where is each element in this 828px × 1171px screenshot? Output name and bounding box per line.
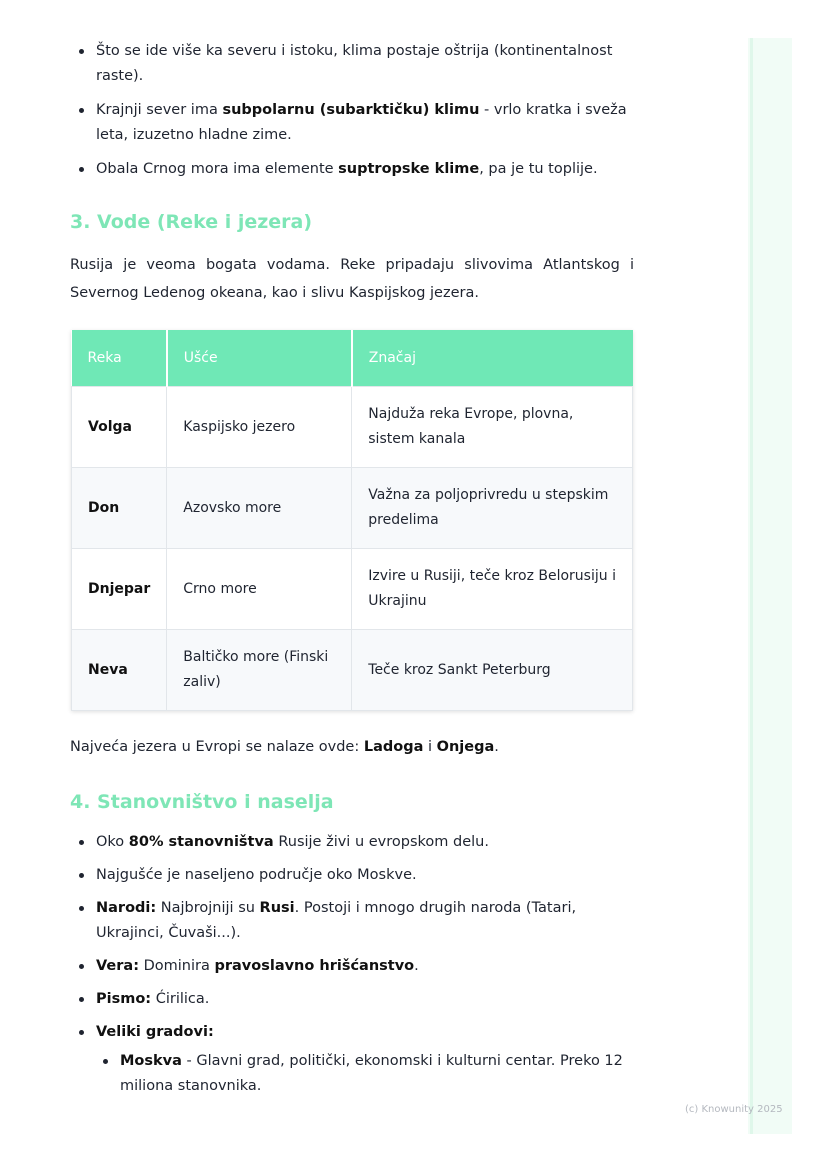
text-run: Dominira bbox=[139, 958, 215, 974]
rivers-table bbox=[71, 330, 633, 711]
bold-text: Onjega bbox=[436, 739, 495, 755]
table-row bbox=[72, 630, 633, 711]
climate-list bbox=[70, 39, 640, 191]
text-run: Najveća jezera u Evropi se nalaze ovde: bbox=[70, 739, 364, 755]
column-header-river: Reka bbox=[72, 330, 167, 387]
bold-text: Moskva bbox=[120, 1053, 182, 1069]
page-side-strip bbox=[748, 38, 792, 1134]
text-run: . Postoji i mnogo drugih naroda (Tatari, Ukrajinci, Čuvaši...). bbox=[96, 900, 577, 941]
text-run: . bbox=[414, 958, 419, 974]
text-run: - Glavni grad, politički, ekonomski i kulturni centar. Preko 12 miliona stanovnika. bbox=[120, 1053, 623, 1094]
list-item bbox=[96, 1049, 640, 1099]
text-run: Ćirilica. bbox=[151, 991, 210, 1007]
page-side-line bbox=[750, 38, 753, 1134]
nested-list bbox=[96, 1049, 640, 1099]
column-header-mouth: Ušće bbox=[167, 330, 352, 387]
bold-text: subpolarnu (subarktičku) klimu bbox=[222, 102, 480, 118]
table-row bbox=[72, 468, 633, 549]
text-run: Oko bbox=[96, 834, 129, 850]
bold-text: 80% stanovništva bbox=[128, 834, 274, 850]
bold-text: suptropske klime bbox=[338, 161, 480, 177]
river-significance-cell: Izvire u Rusiji, teče kroz Belorusiju i Ukrajinu bbox=[352, 549, 633, 630]
column-header-significance: Značaj bbox=[352, 330, 633, 387]
lakes-paragraph bbox=[70, 733, 634, 761]
population-list bbox=[70, 830, 640, 1107]
river-mouth-cell: Baltičko more (Finski zaliv) bbox=[167, 630, 352, 711]
bold-text: Veliki gradovi: bbox=[96, 1024, 214, 1040]
list-item bbox=[70, 896, 640, 946]
list-item bbox=[70, 830, 640, 855]
river-mouth-cell: Azovsko more bbox=[167, 468, 352, 549]
copyright-footer: (c) Knowunity 2025 bbox=[685, 1104, 783, 1115]
bold-text: Vera: bbox=[96, 958, 139, 974]
table-row bbox=[72, 549, 633, 630]
text-run: , pa je tu toplije. bbox=[479, 161, 598, 177]
list-item bbox=[70, 863, 640, 888]
text-run: - vrlo kratka i sveža leta, izuzetno hladne zime. bbox=[96, 102, 627, 143]
text-run: Krajnji sever ima bbox=[96, 102, 223, 118]
table-header-row bbox=[72, 330, 633, 387]
list-item bbox=[70, 987, 640, 1012]
river-name-cell: Don bbox=[72, 468, 167, 549]
list-item bbox=[70, 1020, 640, 1099]
text-run: Najbrojniji su bbox=[156, 900, 260, 916]
list-item bbox=[70, 39, 640, 89]
river-name-cell: Dnjepar bbox=[72, 549, 167, 630]
list-item bbox=[70, 954, 640, 979]
text-run: Najgušće je naseljeno područje oko Moskve. bbox=[96, 867, 417, 883]
river-mouth-cell: Kaspijsko jezero bbox=[167, 387, 352, 468]
bold-text: Narodi: bbox=[96, 900, 157, 916]
text-run: Što se ide više ka severu i istoku, klima postaje oštrija (kontinentalnost raste). bbox=[96, 43, 613, 84]
waters-intro-paragraph: Rusija je veoma bogata vodama. Reke pripadaju slivovima Atlantskog i Severnog Ledenog okeana, kao i slivu Kaspijskog jezera. bbox=[70, 257, 634, 301]
section-heading-waters: 3. Vode (Reke i jezera) bbox=[70, 211, 313, 233]
bold-text: Pismo: bbox=[96, 991, 152, 1007]
bold-text: pravoslavno hrišćanstvo bbox=[214, 958, 415, 974]
list-item bbox=[70, 157, 640, 182]
text-run: Rusije živi u evropskom delu. bbox=[273, 834, 489, 850]
bold-text: Ladoga bbox=[363, 739, 424, 755]
river-significance-cell: Najduža reka Evrope, plovna, sistem kanala bbox=[352, 387, 633, 468]
table-row bbox=[72, 387, 633, 468]
text-run: Obala Crnog mora ima elemente bbox=[96, 161, 339, 177]
list-item bbox=[70, 98, 640, 148]
river-name-cell: Volga bbox=[72, 387, 167, 468]
river-significance-cell: Teče kroz Sankt Peterburg bbox=[352, 630, 633, 711]
bold-text: Rusi bbox=[259, 900, 295, 916]
river-significance-cell: Važna za poljoprivredu u stepskim predelima bbox=[352, 468, 633, 549]
river-mouth-cell: Crno more bbox=[167, 549, 352, 630]
section-heading-population: 4. Stanovništvo i naselja bbox=[70, 791, 334, 813]
river-name-cell: Neva bbox=[72, 630, 167, 711]
text-run: i bbox=[423, 739, 437, 755]
text-run: . bbox=[494, 739, 499, 755]
